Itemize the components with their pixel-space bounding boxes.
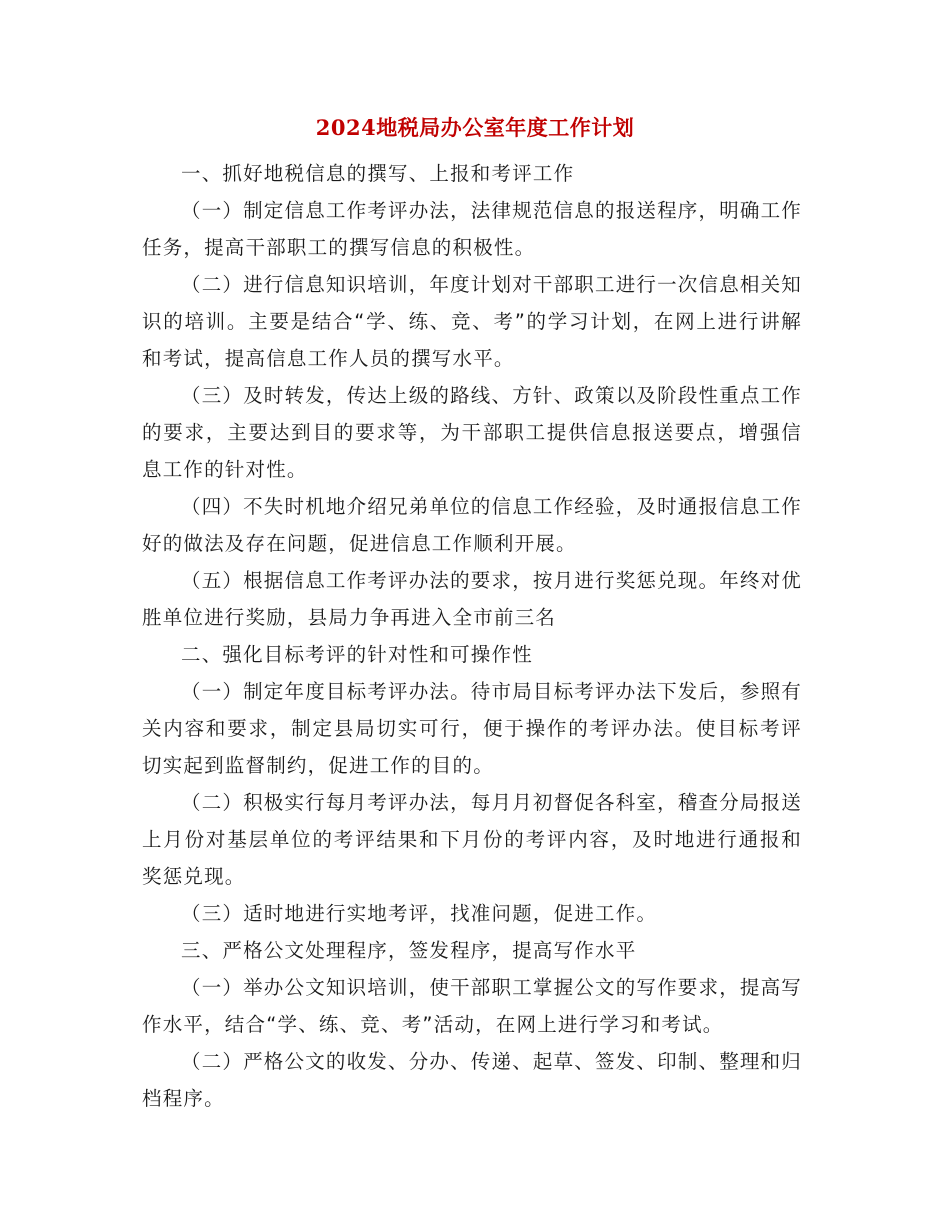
section-heading-2: 二、强化目标考评的针对性和可操作性 <box>181 643 533 666</box>
document-title: 2024地税局办公室年度工作计划 <box>315 115 635 140</box>
paragraph: （二）严格公文的收发、分办、传递、起草、签发、印制、整理和归档程序。 <box>142 1050 803 1110</box>
paragraph: （二）积极实行每月考评办法，每月月初督促各科室，稽查分局报送上月份对基层单位的考评结果和下月份的考评内容，及时地进行通报和奖惩兑现。 <box>142 791 803 888</box>
paragraph: （二）进行信息知识培训，年度计划对干部职工进行一次信息相关知识的培训。主要是结合“学、练、竞、考”的学习计划，在网上进行讲解和考试，提高信息工作人员的撰写水平。 <box>142 273 803 370</box>
paragraph: （一）举办公文知识培训，使干部职工掌握公文的写作要求，提高写作水平，结合“学、练、竞、考”活动，在网上进行学习和考试。 <box>142 976 803 1036</box>
paragraph: （三）及时转发，传达上级的路线、方针、政策以及阶段性重点工作的要求，主要达到目的要求等，为干部职工提供信息报送要点，增强信息工作的针对性。 <box>142 384 803 481</box>
paragraph: （四）不失时机地介绍兄弟单位的信息工作经验，及时通报信息工作好的做法及存在问题，促进信息工作顺利开展。 <box>142 495 803 555</box>
paragraph: （五）根据信息工作考评办法的要求，按月进行奖惩兑现。年终对优胜单位进行奖励，县局力争再进入全市前三名 <box>142 569 803 629</box>
paragraph: （一）制定信息工作考评办法，法律规范信息的报送程序，明确工作任务，提高干部职工的撰写信息的积极性。 <box>142 199 803 259</box>
section-heading-3: 三、严格公文处理程序，签发程序，提高写作水平 <box>181 939 637 962</box>
paragraph: （一）制定年度目标考评办法。待市局目标考评办法下发后，参照有关内容和要求，制定县局切实可行，便于操作的考评办法。使目标考评切实起到监督制约，促进工作的目的。 <box>142 680 803 777</box>
paragraph: （三）适时地进行实地考评，找准问题，促进工作。 <box>181 902 658 925</box>
section-heading-1: 一、抓好地税信息的撰写、上报和考评工作 <box>181 162 575 185</box>
document-body <box>142 155 802 1117</box>
